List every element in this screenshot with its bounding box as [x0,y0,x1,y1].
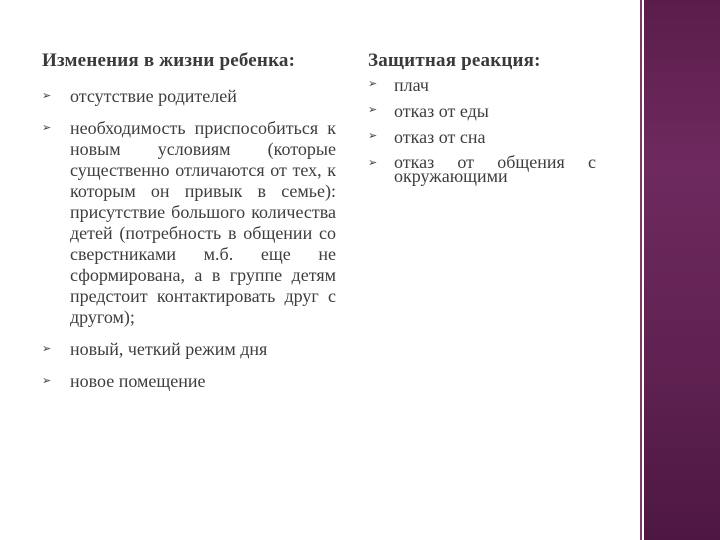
right-heading: Защитная реакция: [368,50,541,71]
list-item-text: отказ от сна [394,127,486,147]
right-column [368,50,596,189]
list-item [42,371,336,392]
sidebar-panel [644,0,720,540]
arrow-bullet-icon: ➢ [42,121,52,134]
list-item-text: необходимость приспособиться к новым условиям (которые существенно отличаются от тех, к которым он привык в семье): присутствие большого количества детей (потребность в общении со сверстниками м.б. еще не сформирована, а в группе детям предстоит контактировать друг с другом); [70,118,336,327]
list-item [368,75,596,95]
arrow-bullet-icon: ➢ [368,77,378,90]
list-item-text: отказ от общения с окружающими [394,152,596,186]
sidebar-divider [640,0,642,540]
decorative-sidebar [640,0,720,540]
list-item [368,101,596,121]
left-heading: Изменения в жизни ребенка: [42,50,296,71]
list-item-text: отказ от еды [394,101,489,121]
left-column [42,50,336,403]
list-item-text: отсутствие родителей [70,86,237,106]
list-item-text: плач [394,75,429,95]
list-item [368,127,596,147]
arrow-bullet-icon: ➢ [368,103,378,116]
arrow-bullet-icon: ➢ [42,374,52,387]
arrow-bullet-icon: ➢ [42,342,52,355]
right-list [368,75,596,186]
list-item [42,86,336,107]
list-item [42,339,336,360]
arrow-bullet-icon: ➢ [368,156,378,169]
arrow-bullet-icon: ➢ [42,89,52,102]
arrow-bullet-icon: ➢ [368,129,378,142]
list-item [368,152,596,186]
list-item [42,118,336,328]
list-item-text: новое помещение [70,371,206,391]
list-item-text: новый, четкий режим дня [70,339,268,359]
left-list [42,86,336,392]
